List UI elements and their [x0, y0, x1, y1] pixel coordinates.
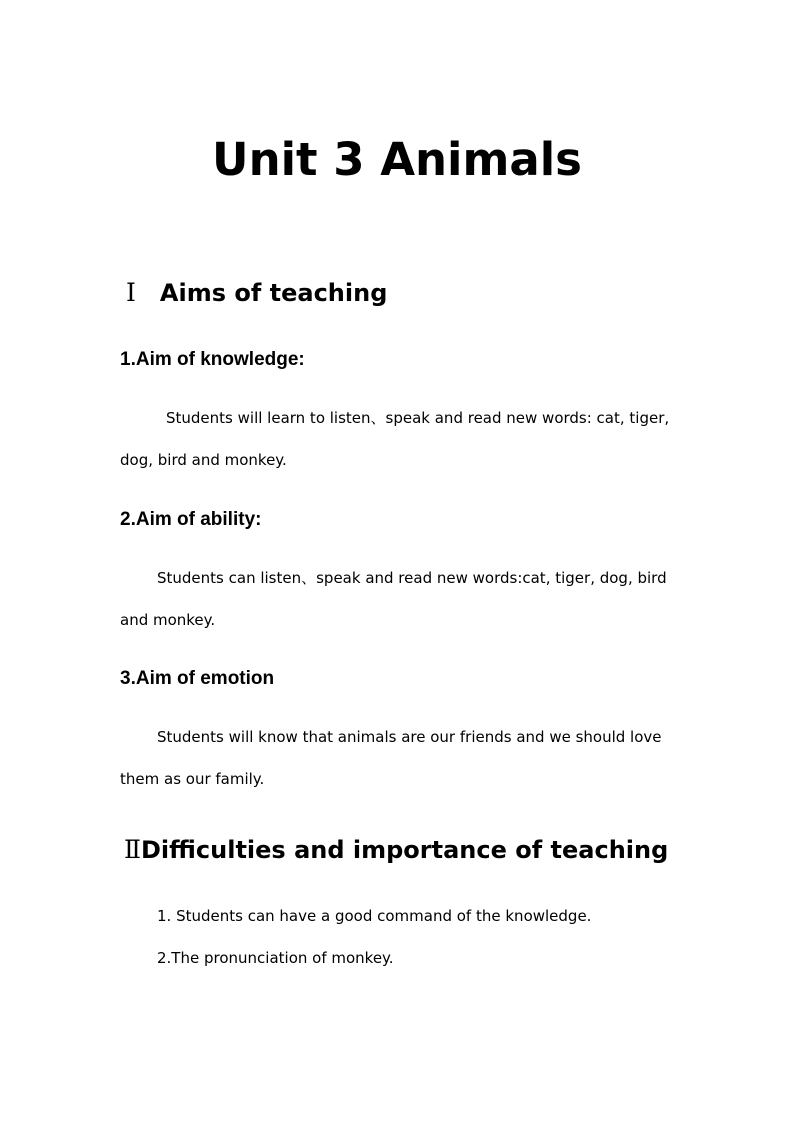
- section-numeral: Ⅰ: [126, 278, 136, 307]
- aim-emotion-heading: 3.Aim of emotion: [120, 668, 275, 689]
- aim-knowledge-heading: 1.Aim of knowledge:: [120, 349, 305, 370]
- aim-ability-text: Students can listen、speak and read new words:cat, tiger, dog, bird and monkey.: [120, 569, 667, 629]
- section-numeral: Ⅱ: [124, 835, 141, 864]
- difficulty-item: 2.The pronunciation of monkey.: [157, 949, 394, 967]
- aim-emotion-text: Students will know that animals are our friends and we should love them as our family.: [120, 728, 662, 788]
- section-difficulties-heading: [124, 833, 668, 867]
- difficulty-item: 1. Students can have a good command of the knowledge.: [157, 907, 592, 925]
- section-heading-text: Difficulties and importance of teaching: [141, 836, 669, 864]
- section-heading-text: Aims of teaching: [159, 279, 388, 307]
- document-title: Unit 3 Animals: [212, 133, 582, 186]
- aim-knowledge-text: Students will learn to listen、speak and read new words: cat, tiger, dog, bird and monkey.: [120, 409, 670, 469]
- aim-ability-heading: 2.Aim of ability:: [120, 509, 262, 530]
- section-aims-heading: [126, 276, 387, 310]
